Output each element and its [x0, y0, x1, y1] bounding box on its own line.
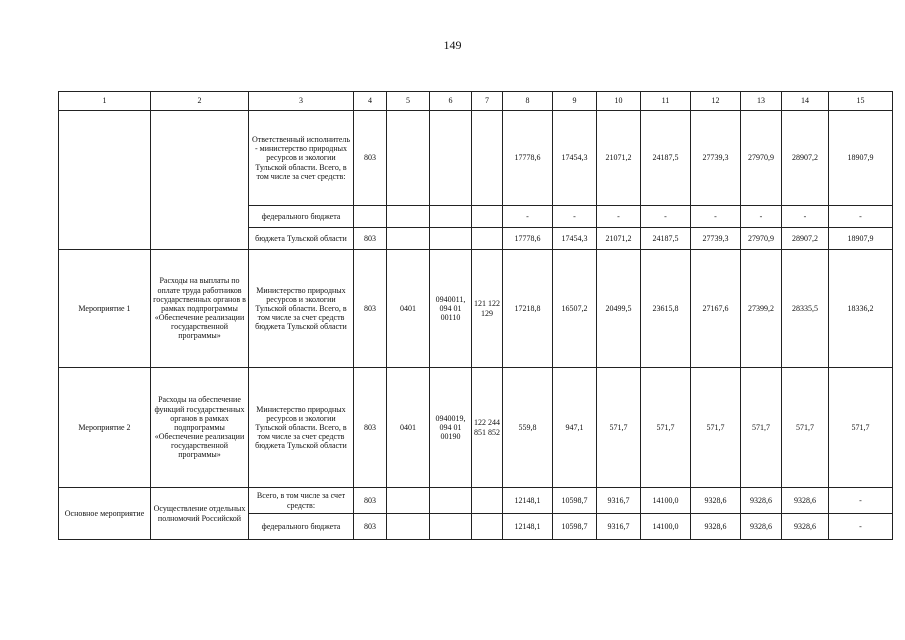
value-cell: -	[553, 206, 597, 228]
table-row	[59, 368, 893, 488]
section-cell	[387, 111, 430, 206]
value-cell: 20499,5	[597, 250, 641, 368]
code-cell	[354, 206, 387, 228]
value-cell: 9328,6	[691, 514, 741, 540]
event-name-cell: Мероприятие 2	[59, 368, 151, 488]
header-cell: 3	[249, 92, 354, 111]
code-cell: 803	[354, 250, 387, 368]
header-cell: 2	[151, 92, 249, 111]
value-cell: 23615,8	[641, 250, 691, 368]
value-cell: 28907,2	[782, 228, 829, 250]
value-cell: 12148,1	[503, 514, 553, 540]
code-cell: 803	[354, 514, 387, 540]
table-row	[59, 111, 893, 206]
type-cell	[472, 488, 503, 514]
article-cell	[430, 228, 472, 250]
value-cell: 571,7	[782, 368, 829, 488]
value-cell: 9328,6	[782, 514, 829, 540]
value-cell: 9328,6	[741, 514, 782, 540]
value-cell: 27399,2	[741, 250, 782, 368]
executor-cell: Ответственный исполнитель - министерство природных ресурсов и экологии Тульской области. Всего, в том числе за счет средств:	[249, 111, 354, 206]
value-cell: -	[829, 488, 893, 514]
value-cell: 18907,9	[829, 228, 893, 250]
header-row	[59, 92, 893, 111]
code-cell: 803	[354, 228, 387, 250]
value-cell: -	[641, 206, 691, 228]
value-cell: 9328,6	[691, 488, 741, 514]
value-cell: 9328,6	[741, 488, 782, 514]
empty-cell	[151, 111, 249, 250]
value-cell: 12148,1	[503, 488, 553, 514]
value-cell: 17778,6	[503, 228, 553, 250]
value-cell: 27739,3	[691, 111, 741, 206]
header-cell: 14	[782, 92, 829, 111]
executor-cell: Всего, в том числе за счет средств:	[249, 488, 354, 514]
value-cell: 27970,9	[741, 228, 782, 250]
header-cell: 6	[430, 92, 472, 111]
header-cell: 8	[503, 92, 553, 111]
value-cell: 18907,9	[829, 111, 893, 206]
section-cell: 0401	[387, 250, 430, 368]
value-cell: 27167,6	[691, 250, 741, 368]
header-cell: 15	[829, 92, 893, 111]
event-description-cell: Осуществление отдельных полномочий Российской	[151, 488, 249, 540]
value-cell: 27739,3	[691, 228, 741, 250]
value-cell: 18336,2	[829, 250, 893, 368]
value-cell: 571,7	[641, 368, 691, 488]
value-cell: -	[741, 206, 782, 228]
value-cell: 559,8	[503, 368, 553, 488]
value-cell: -	[829, 206, 893, 228]
article-cell	[430, 111, 472, 206]
value-cell: 10598,7	[553, 488, 597, 514]
article-cell	[430, 514, 472, 540]
value-cell: -	[782, 206, 829, 228]
value-cell: 14100,0	[641, 514, 691, 540]
header-cell: 13	[741, 92, 782, 111]
value-cell: 571,7	[597, 368, 641, 488]
value-cell: 21071,2	[597, 228, 641, 250]
value-cell: -	[829, 514, 893, 540]
table-row	[59, 488, 893, 514]
header-cell: 9	[553, 92, 597, 111]
code-cell: 803	[354, 111, 387, 206]
value-cell: 571,7	[691, 368, 741, 488]
header-cell: 7	[472, 92, 503, 111]
program-table	[58, 91, 893, 540]
header-cell: 10	[597, 92, 641, 111]
type-cell: 122 244 851 852	[472, 368, 503, 488]
executor-cell: Министерство природных ресурсов и экологии Тульской области. Всего, в том числе за счет средств бюджета Тульской области	[249, 250, 354, 368]
value-cell: 947,1	[553, 368, 597, 488]
value-cell: 27970,9	[741, 111, 782, 206]
value-cell: 24187,5	[641, 228, 691, 250]
empty-cell	[59, 111, 151, 250]
header-cell: 11	[641, 92, 691, 111]
executor-cell: Министерство природных ресурсов и экологии Тульской области. Всего, в том числе за счет средств бюджета Тульской области	[249, 368, 354, 488]
event-description-cell: Расходы на обеспечение функций государственных органов в рамках подпрограммы «Обеспечение реализации государственной программы»	[151, 368, 249, 488]
code-cell: 803	[354, 368, 387, 488]
header-cell: 4	[354, 92, 387, 111]
value-cell: 17454,3	[553, 111, 597, 206]
section-cell	[387, 488, 430, 514]
value-cell: 17454,3	[553, 228, 597, 250]
funding-source-cell: федерального бюджета	[249, 514, 354, 540]
type-cell	[472, 514, 503, 540]
value-cell: 21071,2	[597, 111, 641, 206]
section-cell	[387, 228, 430, 250]
value-cell: 9316,7	[597, 514, 641, 540]
value-cell: 16507,2	[553, 250, 597, 368]
value-cell: 10598,7	[553, 514, 597, 540]
table-row	[59, 250, 893, 368]
article-cell	[430, 206, 472, 228]
funding-source-cell: федерального бюджета	[249, 206, 354, 228]
value-cell: 9316,7	[597, 488, 641, 514]
article-cell: 0940011, 094 01 00110	[430, 250, 472, 368]
value-cell: 17218,8	[503, 250, 553, 368]
type-cell	[472, 228, 503, 250]
section-cell	[387, 206, 430, 228]
header-cell: 1	[59, 92, 151, 111]
value-cell: 571,7	[741, 368, 782, 488]
value-cell: -	[503, 206, 553, 228]
page-number: 149	[443, 38, 462, 52]
article-cell: 0940019, 094 01 00190	[430, 368, 472, 488]
event-description-cell: Расходы на выплаты по оплате труда работников государственных органов в рамках подпрограммы «Обеспечение реализации государственной программы»	[151, 250, 249, 368]
value-cell: 28335,5	[782, 250, 829, 368]
section-cell	[387, 514, 430, 540]
value-cell: 17778,6	[503, 111, 553, 206]
type-cell	[472, 206, 503, 228]
event-name-cell: Основное мероприятие	[59, 488, 151, 540]
value-cell: 9328,6	[782, 488, 829, 514]
header-cell: 12	[691, 92, 741, 111]
value-cell: 24187,5	[641, 111, 691, 206]
funding-source-cell: бюджета Тульской области	[249, 228, 354, 250]
section-cell: 0401	[387, 368, 430, 488]
value-cell: 28907,2	[782, 111, 829, 206]
code-cell: 803	[354, 488, 387, 514]
value-cell: -	[597, 206, 641, 228]
article-cell	[430, 488, 472, 514]
type-cell	[472, 111, 503, 206]
value-cell: 571,7	[829, 368, 893, 488]
event-name-cell: Мероприятие 1	[59, 250, 151, 368]
value-cell: -	[691, 206, 741, 228]
value-cell: 14100,0	[641, 488, 691, 514]
type-cell: 121 122 129	[472, 250, 503, 368]
header-cell: 5	[387, 92, 430, 111]
